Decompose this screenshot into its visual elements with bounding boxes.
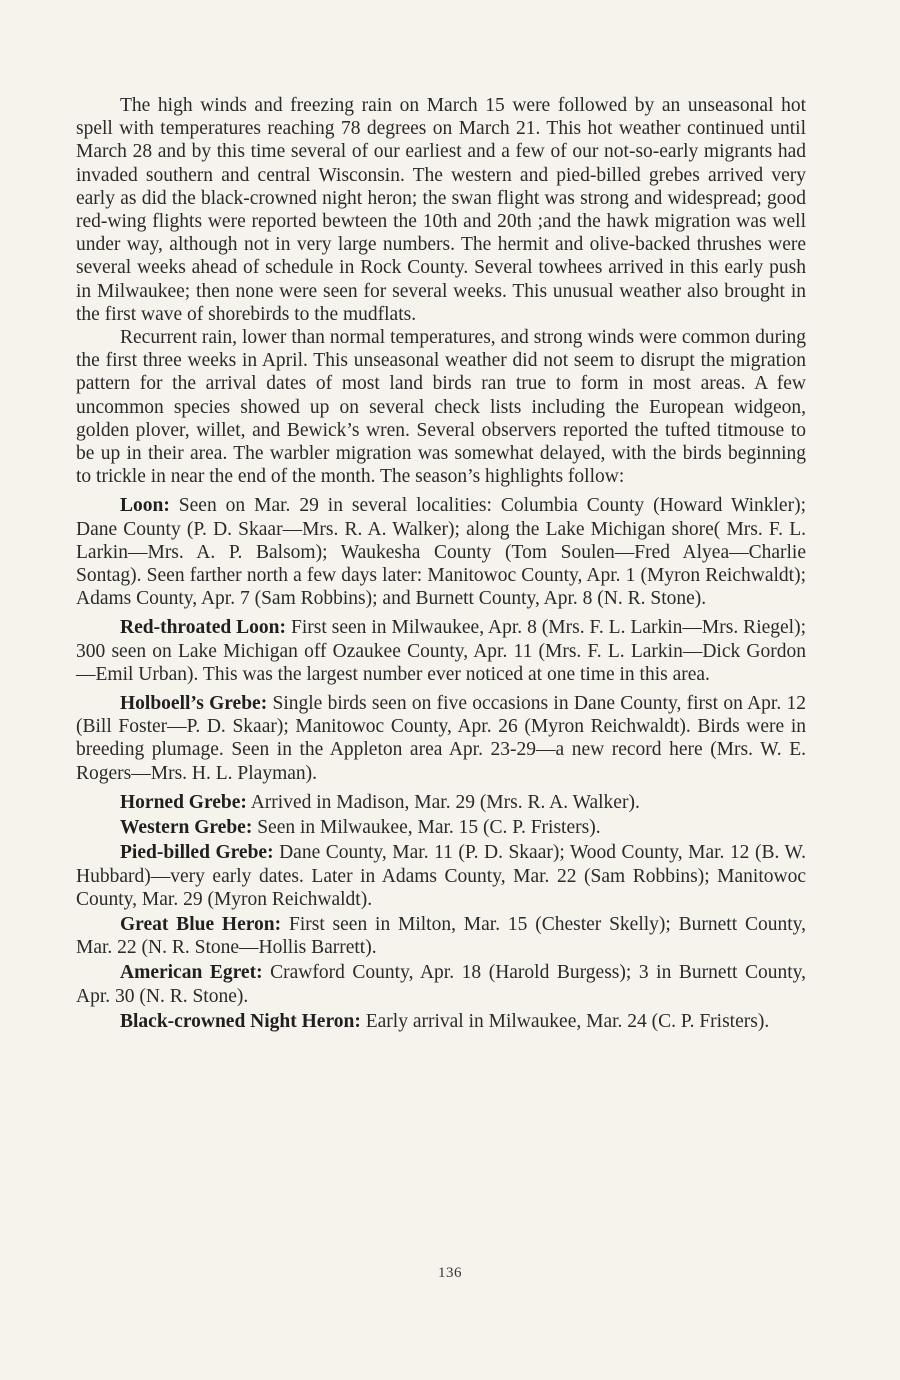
species-name: Western Grebe: [120,817,253,839]
species-text: Early arrival in Milwaukee, Mar. 24 (C. P. Fristers). [360,1010,770,1032]
species-name: Horned Grebe: [120,791,247,813]
species-name: Loon: [120,495,170,517]
species-text: Single birds seen on five occasions in Dane County, first on Apr. 12 (Bill Foster—P. D. Skaar); Manitowoc County, Apr. 26 (Myron Reichwaldt). Birds were in breeding plumage. Seen in the Appleton area Apr. 23-29—a new record here (Mrs. W. E. Rogers—Mrs. H. L. Playman). [76,693,806,784]
species-entry-red-throated-loon [76,616,806,686]
intro-paragraph-1: The high winds and freezing rain on March 15 were followed by an unseasonal hot spell with temperatures reaching 78 degrees on March 21. This hot weather continued until March 28 and by this time several of our earliest and a few of our not-so-early migrants had invaded southern and central Wisconsin. The western and pied-billed grebes arrived very early as did the black-crowned night heron; the swan flight was strong and widespread; good red-wing flights were reported bewteen the 10th and 20th ;and the hawk migration was well under way, although not in very large numbers. The hermit and olive-backed thrushes were several weeks ahead of schedule in Rock County. Several towhees arrived in this early push in Milwaukee; then none were seen for several weeks. This unusual weather also brought in the first wave of shorebirds to the mudflats. [76,95,806,325]
species-text: Seen on Mar. 29 in several localities: Columbia County (Howard Winkler); Dane County (P. D. Skaar—Mrs. R. A. Walker); along the Lake Michigan shore( Mrs. F. L. Larkin—Mrs. A. P. Balsom); Waukesha County (Tom Soulen—Fred Alyea—Charlie Sontag). Seen farther north a few days later: Manitowoc County, Apr. 1 (Myron Reichwaldt); Adams County, Apr. 7 (Sam Robbins); and Burnett County, Apr. 8 (N. R. Stone). [76,495,806,610]
species-entry-holboells-grebe [76,692,806,785]
species-text: Dane County, Mar. 11 (P. D. Skaar); Wood County, Mar. 12 (B. W. Hubbard)—very early dates. Later in Adams County, Mar. 22 (Sam Robbins); Manitowoc County, Mar. 29 (Myron Reichwaldt). [76,842,806,910]
species-text: First seen in Milton, Mar. 15 (Chester Skelly); Burnett County, Mar. 22 (N. R. Stone—Hollis Barrett). [76,913,806,959]
species-text: Seen in Milwaukee, Mar. 15 (C. P. Fristers). [252,817,601,839]
species-name: Red-throated Loon: [120,617,287,639]
species-entry-loon [76,494,806,610]
species-entry-western-grebe [76,816,806,839]
species-name: Holboell’s Grebe: [120,693,268,715]
species-entry-pied-billed-grebe [76,841,806,911]
species-entry-black-crowned-night-heron [76,1010,806,1033]
species-name: Black-crowned Night Heron: [120,1010,361,1032]
species-name: Great Blue Heron: [120,913,282,935]
page-number: 136 [438,1265,462,1281]
article-body [76,94,806,1033]
species-entry-american-egret [76,961,806,1007]
intro-paragraph-2: Recurrent rain, lower than normal temperatures, and strong winds were common during the first three weeks in April. This unseasonal weather did not seem to disrupt the migration pattern for the arrival dates of most land birds ran true to form in most areas. A few uncommon species showed up on several check lists including the European widgeon, golden plover, willet, and Bewick’s wren. Several observers reported the tufted titmouse to be up in their area. The warbler migration was somewhat delayed, with the birds beginning to trickle in near the end of the month. The season’s highlights follow: [76,327,806,488]
species-name: American Egret: [120,962,263,984]
species-entry-great-blue-heron [76,913,806,959]
species-text: First seen in Milwaukee, Apr. 8 (Mrs. F. L. Larkin—Mrs. Riegel); 300 seen on Lake Michigan off Ozaukee County, Apr. 11 (Mrs. F. L. Larkin—Dick Gordon—Emil Urban). This was the largest number ever noticed at one time in this area. [76,617,806,685]
species-entry-horned-grebe [76,791,806,814]
species-name: Pied-billed Grebe: [120,842,274,864]
species-text: Arrived in Madison, Mar. 29 (Mrs. R. A. Walker). [246,791,640,813]
species-text: Crawford County, Apr. 18 (Harold Burgess); 3 in Burnett County, Apr. 30 (N. R. Stone). [76,962,806,1007]
